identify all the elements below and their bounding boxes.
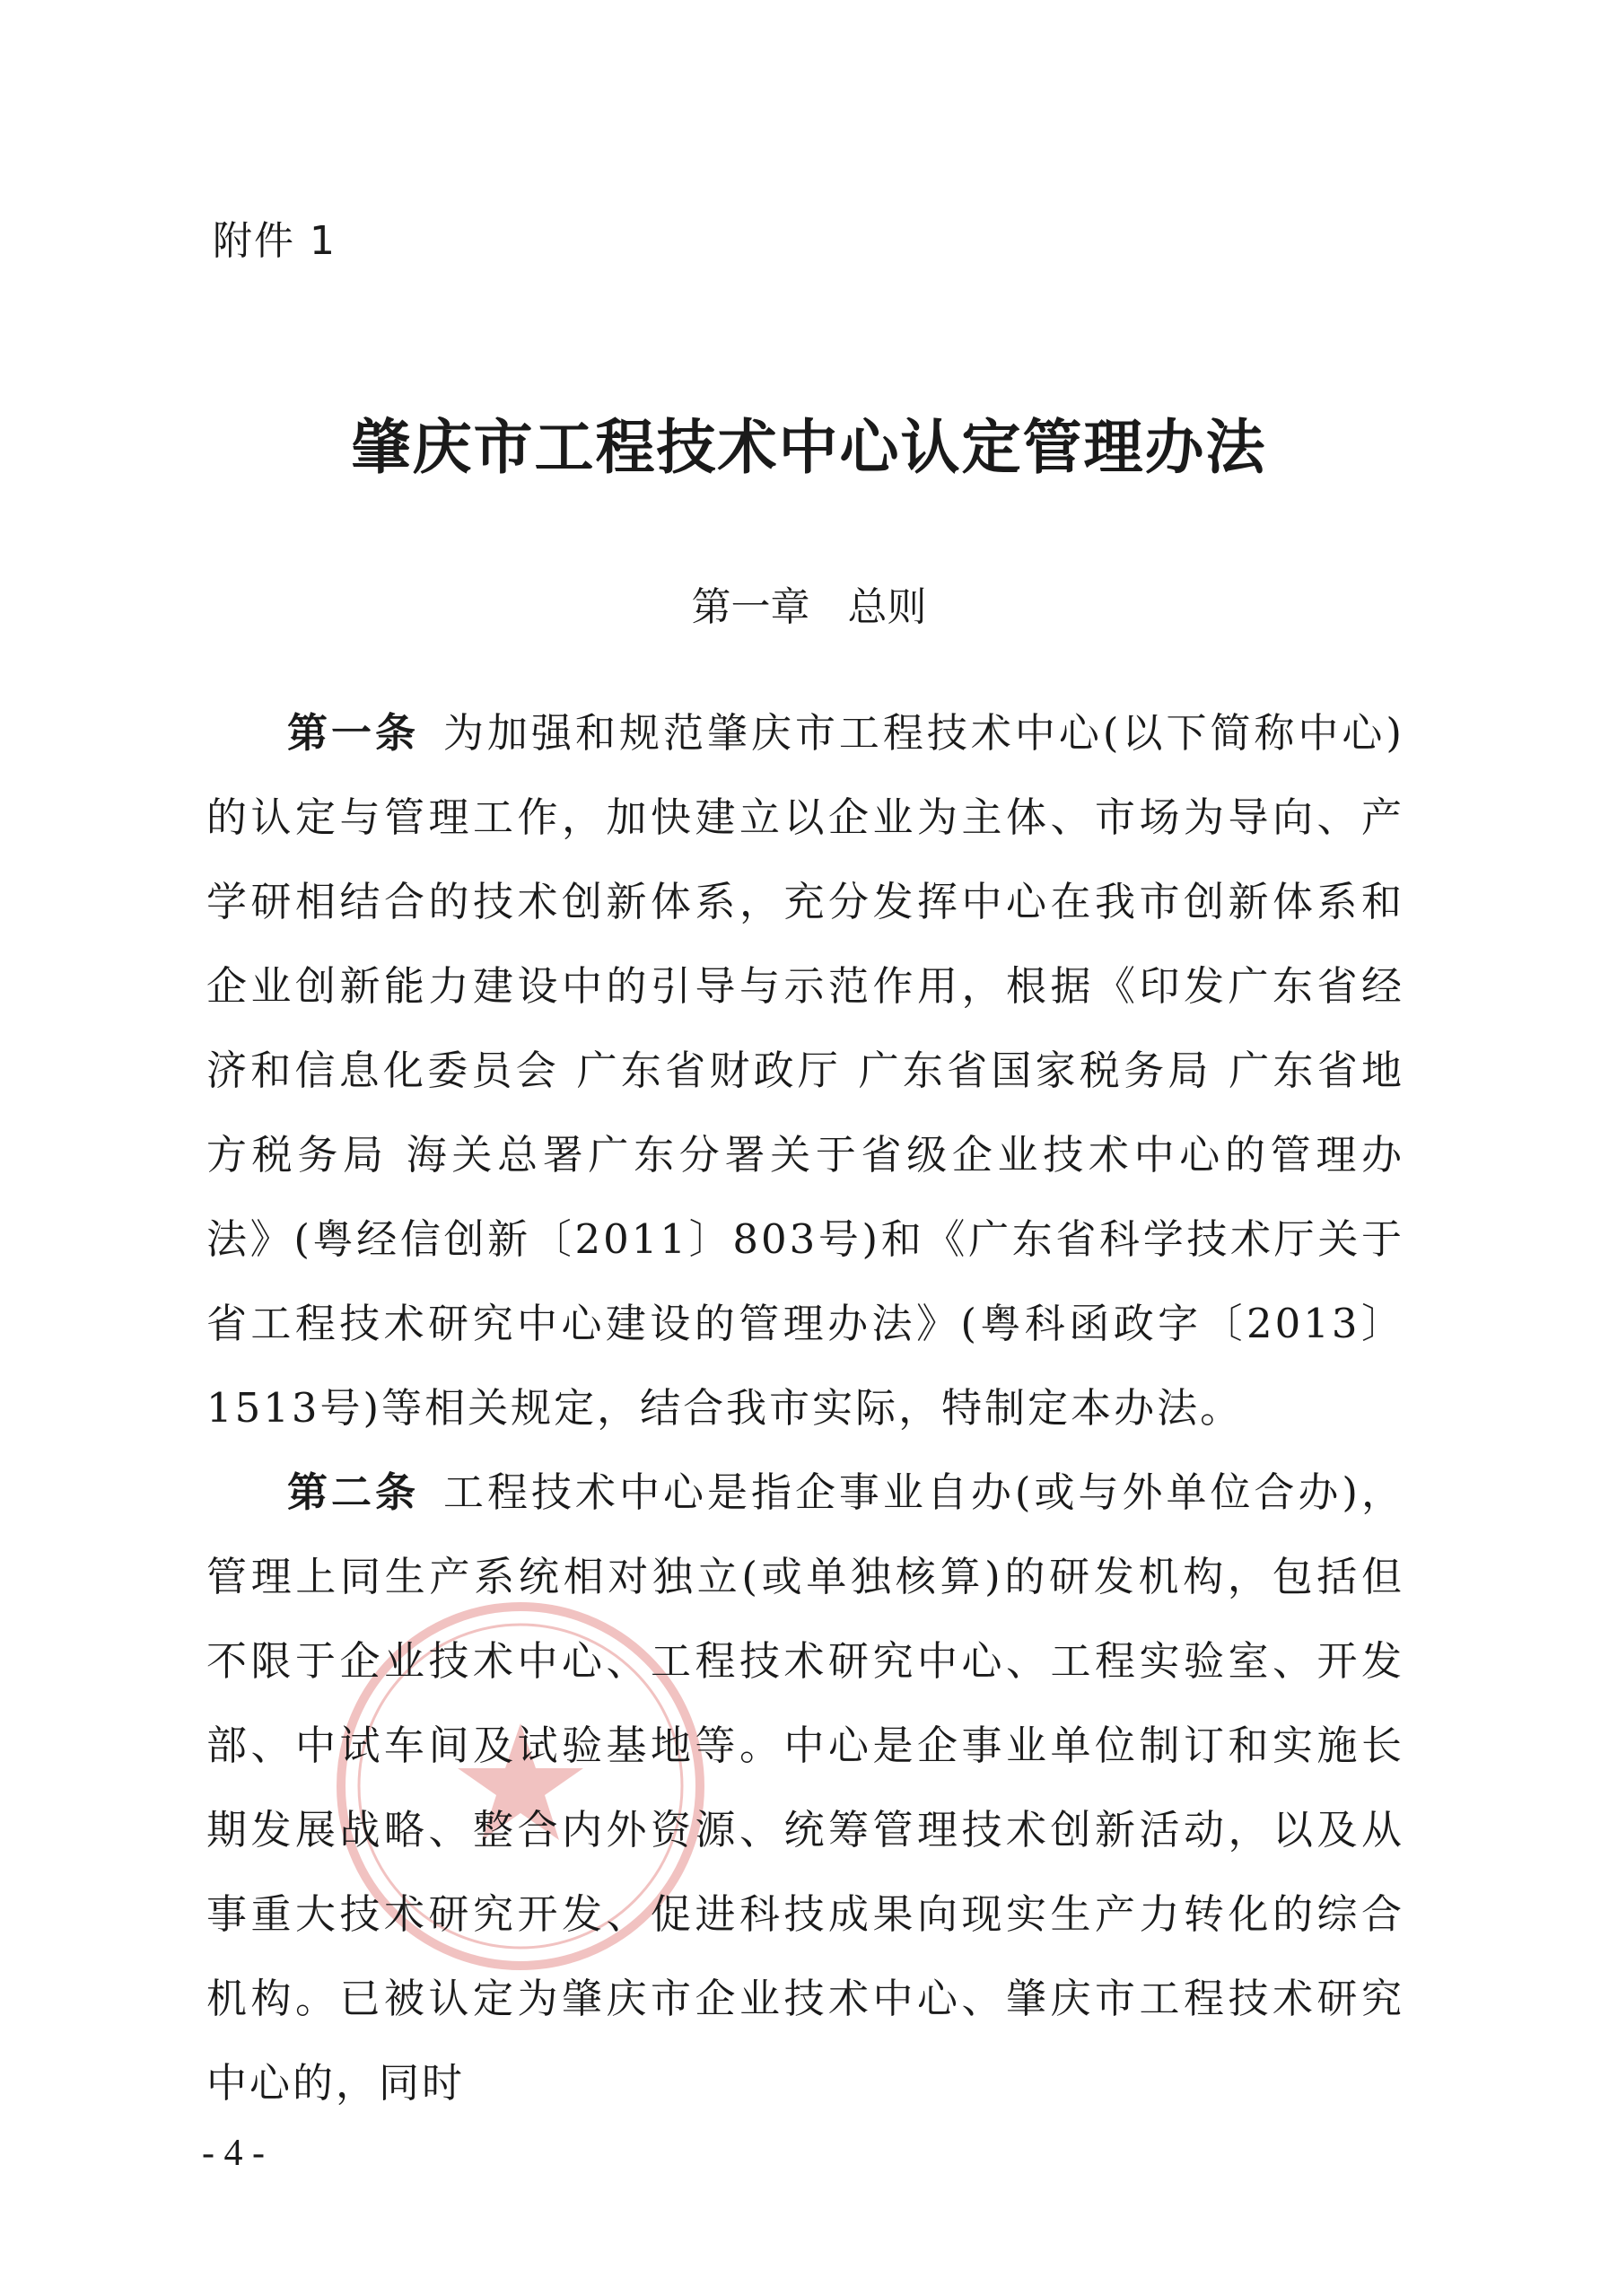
page-number: - 4 - <box>202 2133 265 2174</box>
article-label: 第二条 <box>287 1468 419 1516</box>
article-paragraph <box>206 691 1404 1450</box>
article-text: 为加强和规范肇庆市工程技术中心(以下简称中心)的认定与管理工作，加快建立以企业为主体、市场为导向、产学研相结合的技术创新体系，充分发挥中心在我市创新体系和企业创新能力建设中的引导与示范作用，根据《印发广东省经济和信息化委员会 广东省财政厅 广东省国家税务局 广东省地方税务局 海关总署广东分署关于省级企业技术中心的管理办法》(粤经信创新〔2011〕803号)和《广东省科学技术厅关于省工程技术研究中心建设的管理办法》(粤科函政字〔2013〕1513号)等相关规定，结合我市实际，特制定本办法。 <box>206 709 1404 1432</box>
document-title: 肇庆市工程技术中心认定管理办法 <box>351 412 1267 482</box>
article-label: 第一条 <box>287 709 419 757</box>
article-text: 工程技术中心是指企事业自办(或与外单位合办)，管理上同生产系统相对独立(或单独核算)的研发机构，包括但不限于企业技术中心、工程技术研究中心、工程实验室、开发部、中试车间及试验基地等。中心是企事业单位制订和实施长期发展战略、整合内外资源、统筹管理技术创新活动，以及从事重大技术研究开发、促进科技成果向现实生产力转化的综合机构。已被认定为肇庆市企业技术中心、肇庆市工程技术研究中心的，同时 <box>206 1468 1404 2107</box>
document-body <box>206 691 1404 2125</box>
chapter-heading: 第一章 总则 <box>691 584 927 630</box>
attachment-label: 附件 1 <box>213 218 337 264</box>
article-paragraph <box>206 1450 1404 2125</box>
